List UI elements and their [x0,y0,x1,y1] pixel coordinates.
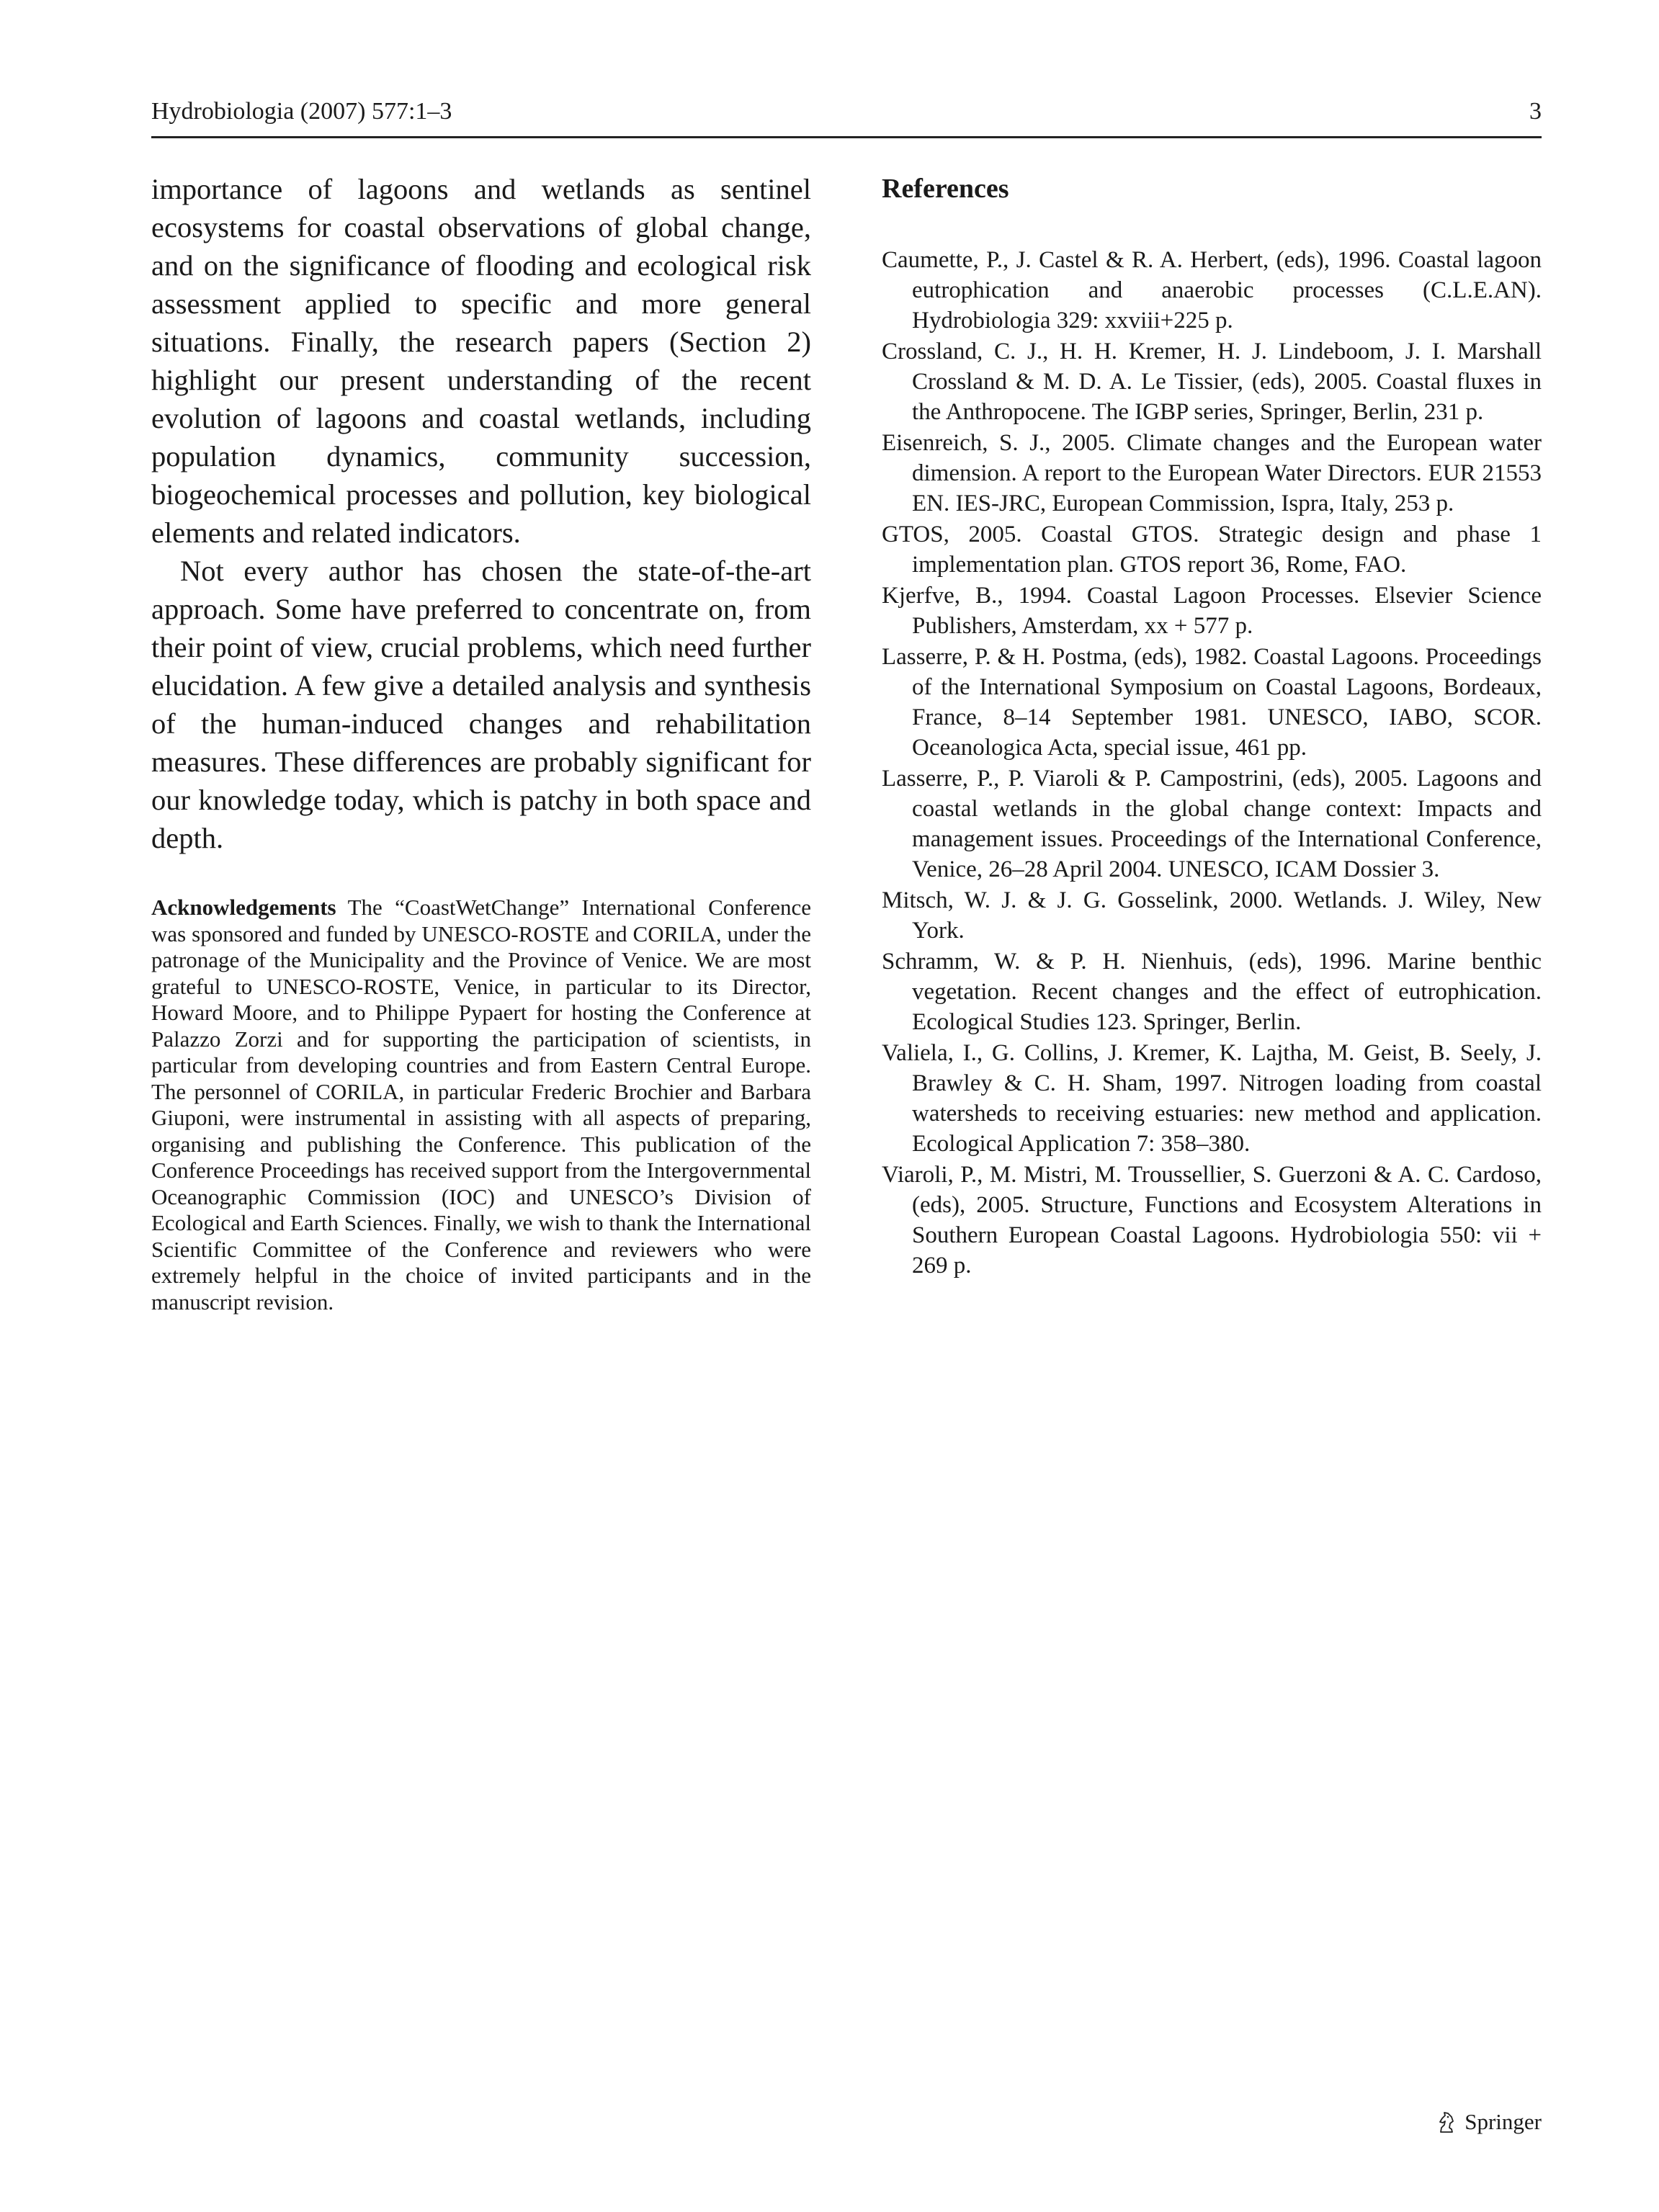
publisher-mark [1434,2108,1542,2136]
acknowledgements-title: Acknowledgements [151,895,336,920]
journal-citation: Hydrobiologia (2007) 577:1–3 [151,98,452,125]
springer-knight-icon [1434,2110,1459,2134]
reference-item: Valiela, I., G. Collins, J. Kremer, K. Lajtha, M. Geist, B. Seely, J. Brawley & C. H. Sham, 1997. Nitrogen loading from coastal watersheds to receiving estuaries: new method and application. Ecological Application 7: 358–380. [882,1040,1542,1157]
reference-item: GTOS, 2005. Coastal GTOS. Strategic design and phase 1 implementation plan. GTOS report 36, Rome, FAO. [882,521,1542,578]
reference-item: Eisenreich, S. J., 2005. Climate changes and the European water dimension. A report to the European Water Directors. EUR 21553 EN. IES-JRC, European Commission, Ispra, Italy, 253 p. [882,430,1542,516]
reference-item: Lasserre, P., P. Viaroli & P. Campostrini, (eds), 2005. Lagoons and coastal wetlands in the global change context: Impacts and management issues. Proceedings of the International Conference, Venice, 26–28 April 2004. UNESCO, ICAM Dossier 3. [882,766,1542,882]
reference-item: Lasserre, P. & H. Postma, (eds), 1982. Coastal Lagoons. Proceedings of the International Symposium on Coastal Lagoons, Bordeaux, France, 8–14 September 1981. UNESCO, IABO, SCOR. Oceanologica Acta, special issue, 461 pp. [882,644,1542,761]
acknowledgements [151,895,811,1315]
page-number: 3 [1529,98,1542,125]
right-column [882,170,1542,1281]
acknowledgements-text: The “CoastWetChange” International Conference was sponsored and funded by UNESCO-ROSTE and CORILA, under the patronage of the Municipality and the Province of Venice. We are most grateful to UNESCO-ROSTE, Venice, in particular to its Director, Howard Moore, and to Philippe Pypaert for hosting the Conference at Palazzo Zorzi and for supporting the participation of scientists, in particular from developing countries and from Eastern Central Europe. The personnel of CORILA, in particular Frederic Brochier and Barbara Giuponi, were instrumental in assisting with all aspects of preparing, organising and publishing the Conference. This publication of the Conference Proceedings has received support from the Intergovernmental Oceanographic Commission (IOC) and UNESCO’s Division of Ecological and Earth Sciences. Finally, we wish to thank the International Scientific Committee of the Conference and reviewers who were extremely helpful in the choice of invited participants and in the manuscript revision. [151,895,811,1315]
body-paragraph: importance of lagoons and wetlands as sentinel ecosystems for coastal observations of global change, and on the significance of flooding and ecological risk assessment applied to specific and more general situations. Finally, the research papers (Section 2) highlight our present understanding of the recent evolution of lagoons and coastal wetlands, including population dynamics, community succession, biogeochemical processes and pollution, key biological elements and related indicators. [151,173,811,549]
running-head [151,98,1542,138]
reference-item: Mitsch, W. J. & J. G. Gosselink, 2000. Wetlands. J. Wiley, New York. [882,887,1542,944]
reference-list [882,245,1542,1281]
header-rule [151,136,1542,138]
publisher-name: Springer [1465,2109,1542,2134]
left-column [151,170,811,1315]
references-heading: References [882,174,1009,204]
reference-item: Crossland, C. J., H. H. Kremer, H. J. Lindeboom, J. I. Marshall Crossland & M. D. A. Le Tissier, (eds), 2005. Coastal fluxes in the Anthropocene. The IGBP series, Springer, Berlin, 231 p. [882,339,1542,425]
body-paragraph: Not every author has chosen the state-of-the-art approach. Some have preferred to concentrate on, from their point of view, crucial problems, which need further elucidation. A few give a detailed analysis and synthesis of the human-induced changes and rehabilitation measures. These differences are probably significant for our knowledge today, which is patchy in both space and depth. [151,555,811,854]
reference-item: Kjerfve, B., 1994. Coastal Lagoon Processes. Elsevier Science Publishers, Amsterdam, xx + 577 p. [882,583,1542,639]
reference-item: Viaroli, P., M. Mistri, M. Troussellier, S. Guerzoni & A. C. Cardoso, (eds), 2005. Structure, Functions and Ecosystem Alterations in Southern European Coastal Lagoons. Hydrobiologia 550: vii + 269 p. [882,1162,1542,1279]
reference-item: Schramm, W. & P. H. Nienhuis, (eds), 1996. Marine benthic vegetation. Recent changes and the effect of eutrophication. Ecological Studies 123. Springer, Berlin. [882,949,1542,1035]
reference-item: Caumette, P., J. Castel & R. A. Herbert, (eds), 1996. Coastal lagoon eutrophication and anaerobic processes (C.L.E.AN). Hydrobiologia 329: xxviii+225 p. [882,247,1542,333]
